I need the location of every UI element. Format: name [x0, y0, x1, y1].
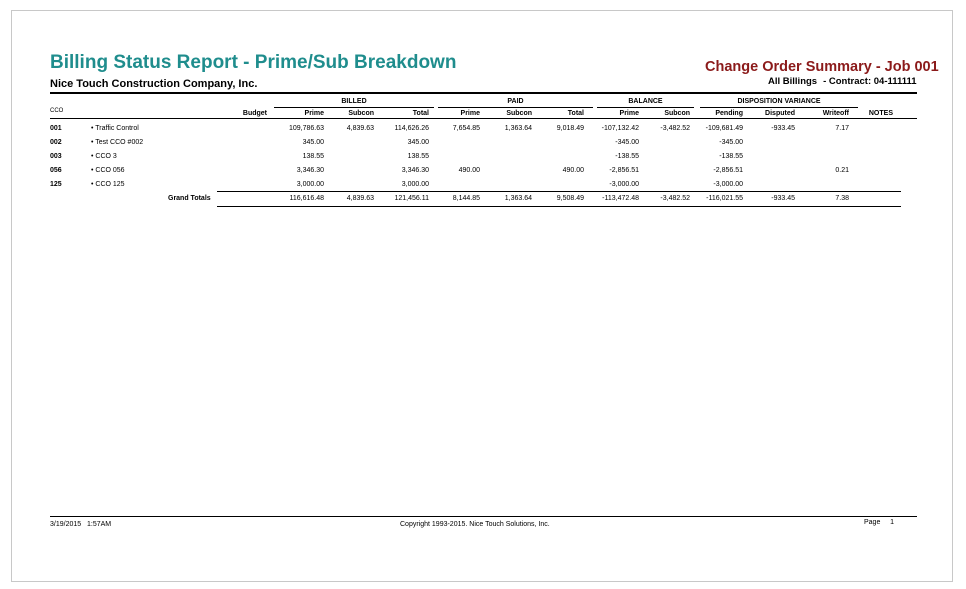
col-pending: Pending: [715, 110, 743, 117]
cco-description: • CCO 056: [91, 167, 125, 174]
copyright: Copyright 1993-2015. Nice Touch Solutions, Inc.: [400, 521, 550, 528]
group-rule-billed: [274, 107, 434, 108]
cco-number: 002: [50, 139, 62, 146]
header-rule: [50, 92, 917, 94]
column-header-rule: [50, 118, 917, 119]
cco-number: 125: [50, 181, 62, 188]
total-billed-prime: 116,616.48: [289, 195, 324, 202]
print-datetime: [50, 521, 111, 528]
col-cco: CCO: [50, 108, 64, 114]
col-balance-prime: Prime: [619, 110, 639, 117]
paid-prime: 490.00: [458, 167, 480, 174]
paid-total: 9,018.49: [556, 125, 584, 132]
group-paid: PAID: [507, 98, 524, 105]
balance-prime: -2,856.51: [609, 167, 639, 174]
grand-totals-label: Grand Totals: [168, 195, 211, 202]
col-writeoff: Writeoff: [822, 110, 849, 117]
col-disputed: Disputed: [765, 110, 795, 117]
total-balance-prime: -113,472.48: [602, 195, 639, 202]
report-page: [11, 10, 953, 582]
cco-description: • Test CCO #002: [91, 139, 144, 146]
totals-bottom-rule: [217, 206, 901, 207]
billing-scope: All Billings: [768, 76, 818, 87]
col-paid-total: Total: [567, 110, 584, 117]
print-date: 3/19/2015: [50, 521, 82, 528]
billed-prime: 109,786.63: [288, 125, 324, 132]
total-billed-total: 121,456.11: [394, 195, 429, 202]
cco-description: • CCO 3: [91, 153, 117, 160]
group-balance: BALANCE: [628, 98, 663, 105]
balance-subcon: -3,482.52: [660, 125, 690, 132]
col-billed-total: Total: [412, 110, 429, 117]
billed-total: 3,346.30: [401, 167, 429, 174]
summary-subtitle: [768, 76, 917, 87]
billed-subcon: 4,839.63: [346, 125, 374, 132]
col-billed-subcon: Subcon: [348, 110, 374, 117]
paid-prime: 7,654.85: [452, 125, 480, 132]
writeoff: 7.17: [835, 125, 849, 132]
col-notes: NOTES: [868, 110, 893, 117]
report-title: Billing Status Report - Prime/Sub Breakdown: [50, 52, 457, 73]
page-label: Page: [864, 519, 881, 526]
pending: -109,681.49: [705, 125, 743, 132]
billed-prime: 3,346.30: [296, 167, 324, 174]
paid-total: 490.00: [562, 167, 584, 174]
total-paid-total: 9,508.49: [556, 195, 584, 202]
balance-prime: -345.00: [615, 139, 639, 146]
totals-top-rule: [217, 191, 901, 192]
billed-total: 138.55: [407, 153, 429, 160]
group-rule-paid: [438, 107, 593, 108]
billed-total: 345.00: [407, 139, 429, 146]
group-disposition: DISPOSITION VARIANCE: [737, 98, 821, 105]
contract-number: - Contract: 04-111111: [823, 76, 917, 87]
cco-description: • CCO 125: [91, 181, 125, 188]
balance-prime: -138.55: [615, 153, 639, 160]
billed-total: 114,626.26: [394, 125, 429, 132]
total-billed-subcon: 4,839.63: [346, 195, 374, 202]
col-paid-prime: Prime: [460, 110, 480, 117]
group-rule-balance: [597, 107, 694, 108]
total-paid-prime: 8,144.85: [452, 195, 480, 202]
total-pending: -116,021.55: [706, 195, 743, 202]
billed-prime: 3,000.00: [296, 181, 324, 188]
pending: -2,856.51: [713, 167, 743, 174]
page-indicator: [864, 519, 894, 526]
col-billed-prime: Prime: [304, 110, 324, 117]
total-disputed: -933.45: [771, 195, 795, 202]
cco-number: 003: [50, 153, 62, 160]
company-name: Nice Touch Construction Company, Inc.: [50, 78, 258, 90]
billed-prime: 138.55: [302, 153, 324, 160]
summary-title: Change Order Summary - Job 001: [705, 59, 939, 75]
cco-number: 001: [50, 125, 62, 132]
footer-rule: [50, 516, 917, 517]
cco-description: • Traffic Control: [91, 125, 139, 132]
pending: -3,000.00: [713, 181, 743, 188]
group-billed: BILLED: [341, 98, 367, 105]
billed-prime: 345.00: [302, 139, 324, 146]
balance-prime: -107,132.42: [601, 125, 639, 132]
col-budget: Budget: [242, 110, 267, 117]
billed-total: 3,000.00: [401, 181, 429, 188]
writeoff: 0.21: [835, 167, 849, 174]
disputed: -933.45: [771, 125, 795, 132]
pending: -345.00: [719, 139, 743, 146]
cco-number: 056: [50, 167, 62, 174]
total-writeoff: 7.38: [835, 195, 849, 202]
balance-prime: -3,000.00: [609, 181, 639, 188]
col-balance-subcon: Subcon: [664, 110, 690, 117]
group-rule-disposition: [700, 107, 858, 108]
pending: -138.55: [719, 153, 743, 160]
print-time: 1:57AM: [87, 521, 112, 528]
col-paid-subcon: Subcon: [506, 110, 532, 117]
total-paid-subcon: 1,363.64: [504, 195, 532, 202]
total-balance-subcon: -3,482.52: [660, 195, 690, 202]
page-number: 1: [890, 519, 894, 526]
paid-subcon: 1,363.64: [504, 125, 532, 132]
